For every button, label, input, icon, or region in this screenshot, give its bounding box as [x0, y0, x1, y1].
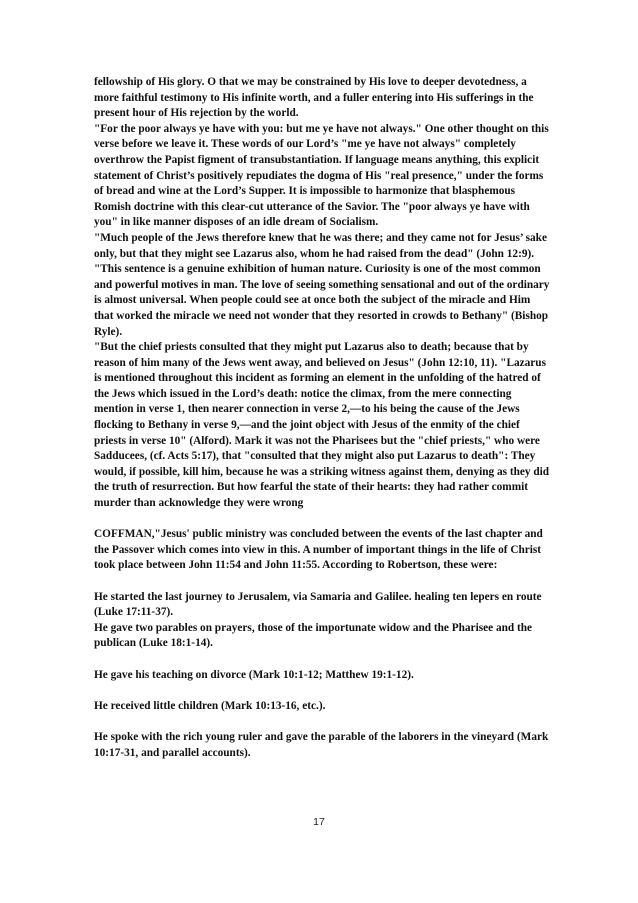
paragraph-last-journey: He started the last journey to Jerusalem, via Samaria and Galilee. healing ten lepers en route (Luke 17:11-37).: [94, 590, 542, 619]
paragraph-little-children: He received little children (Mark 10:13-16, etc.).: [94, 699, 326, 712]
paragraph-rich-young-ruler: He spoke with the rich young ruler and gave the parable of the laborers in the vineyard (Mark 10:17-31, and parallel accounts).: [94, 730, 549, 759]
paragraph-fellowship: fellowship of His glory. O that we may be constrained by His love to deeper devotedness, a more faithful testimony to His infinite worth, and a fuller entering into His sufferings in the present hour of His rejection by the world.: [94, 76, 534, 120]
page-number: 17: [313, 816, 325, 828]
paragraph-coffman: COFFMAN,"Jesus' public ministry was concluded between the events of the last chapter and the Passover which comes into view in this. A number of important things in the life of Christ took place between John 11:54 and John 11:55. According to Robertson, these were:: [94, 528, 543, 572]
paragraph-much-people: "Much people of the Jews therefore knew that he was there; and they came not for Jesus’ sake only, but that they might see Lazarus also, whom he had raised from the dead" (John 12:9). "This sentence is a genuine exhibition of human nature. Curiosity is one of the most common and powerful motives in man. The love of seeing something sensational and out of the ordinary is almost universal. When people could see at once both the subject of the miracle and Him that worked the miracle we need not wonder that they resorted in crowds to Bethany" (Bishop Ryle).: [94, 231, 550, 338]
paragraph-poor-always: "For the poor always ye have with you: but me ye have not always." One other thought on this verse before we leave it. These words of our Lord’s "me ye have not always" completely overthrow the Papist figment of transubstantiation. If language means anything, this explicit statement of Christ’s positively repudiates the dogma of His "real presence," under the forms of bread and wine at the Lord’s Supper. It is impossible to harmonize that blasphemous Romish doctrine with this clear-cut utterance of the Savior. The "poor always ye have with you" in like manner disposes of an idle dream of Socialism.: [94, 122, 549, 229]
paragraph-divorce: He gave his teaching on divorce (Mark 10:1-12; Matthew 19:1-12).: [94, 668, 414, 681]
paragraph-two-parables: He gave two parables on prayers, those of the importunate widow and the Pharisee and the publican (Luke 18:1-14).: [94, 621, 533, 650]
body-text: [94, 75, 552, 761]
paragraph-chief-priests: "But the chief priests consulted that they might put Lazarus also to death; because that by reason of him many of the Jews went away, and believed on Jesus" (John 12:10, 11). "Lazarus is mentioned throughout this incident as forming an element in the unfolding of the hatred of the Jews which issued in the Lord’s death: notice the climax, from the mere connecting mention in verse 1, then nearer connection in verse 2,—to his being the cause of the Jews flocking to Bethany in verse 9,—and the joint object with Jesus of the enmity of the chief priests in verse 10" (Alford). Mark it was not the Pharisees but the "chief priests," who were Sadducees, (cf. Acts 5:17), that "consulted that they might also put Lazarus to death": They would, if possible, kill him, because he was a striking witness against them, denying as they did the truth of resurrection. But how fearful the state of their hearts: they had rather commit murder than acknowledge they were wrong: [94, 341, 550, 510]
